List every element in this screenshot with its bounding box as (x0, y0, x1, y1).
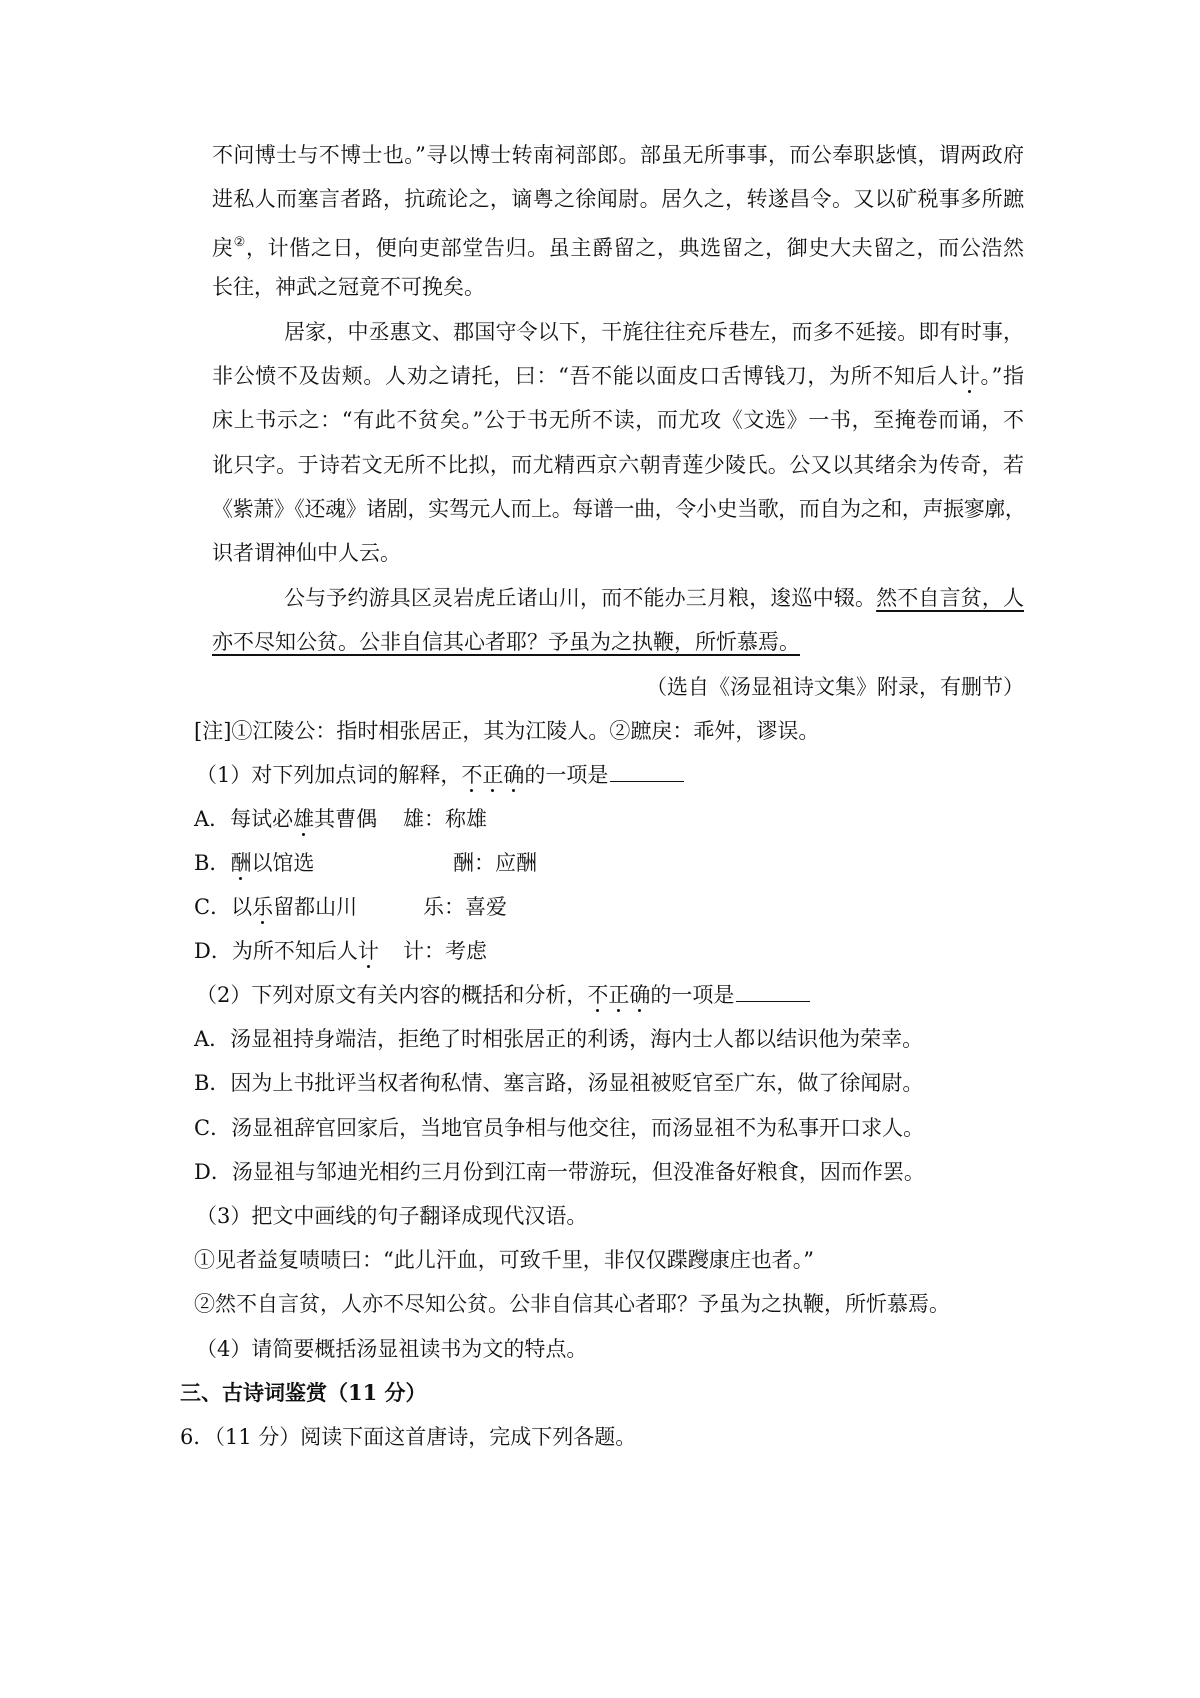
option-c[interactable]: C．汤显祖辞官回家后，当地官员争相与他交往，而汤显祖不为私事开口求人。 (194, 1116, 925, 1140)
dotted-word: 计 (958, 364, 981, 388)
passage-line (212, 627, 800, 657)
passage-line: 讹只字。于诗若文无所不比拟，而尤精西京六朝青莲少陵氏。公又以其绪余为传奇，若 (212, 453, 1024, 477)
source-citation: （选自《汤显祖诗文集》附录，有删节） (646, 675, 1024, 699)
option-d-gloss: 计：考虑 (403, 939, 487, 963)
option-d[interactable]: D．汤显祖与邹迪光相约三月份到江南一带游玩，但没准备好粮食，因而作罢。 (194, 1160, 925, 1184)
option-b-gloss: 酬：应酬 (453, 851, 537, 875)
passage-line: 长往，神武之冠竟不可挽矣。 (212, 275, 485, 299)
option-c[interactable]: C．以乐留都山川 (194, 895, 358, 919)
option-a-gloss: 雄：称雄 (403, 807, 487, 831)
passage-line: 居家，中丞惠文、郡国守令以下，干旄往往充斥巷左，而多不延接。即有时事， (284, 320, 1024, 344)
question-3-stem: （3）把文中画线的句子翻译成现代汉语。 (196, 1204, 588, 1228)
passage-line: 不问博士与不博士也。”寻以博士转南祠部郎。部虽无所事事，而公奉职毖慎，谓两政府 (212, 143, 1024, 167)
passage-line: 《紫萧》《还魂》诸剧，实驾元人而上。每谱一曲，令小史当歌，而自为之和，声振寥廓， (212, 497, 1026, 521)
option-d[interactable]: D．为所不知后人计 (194, 939, 379, 963)
passage-line: 识者谓神仙中人云。 (212, 541, 401, 565)
underlined-sentence: 然不自言贫，人 (876, 586, 1025, 610)
footnote-mark: ② (233, 235, 246, 250)
answer-blank[interactable] (736, 983, 810, 1002)
answer-blank[interactable] (610, 763, 684, 782)
question-6-stem: 6．（11 分）阅读下面这首唐诗，完成下列各题。 (180, 1425, 637, 1449)
translation-item: ②然不自言贫，人亦不尽知公贫。公非自信其心者耶？予虽为之执鞭，所忻慕焉。 (194, 1292, 950, 1316)
passage-line: 进私人而塞言者路，抗疏论之，谪粤之徐闻尉。居久之，转遂昌令。又以矿税事多所蹠 (212, 187, 1024, 211)
passage-line: 床上书示之：“有此不贫矣。”公于书无所不读，而尤攻《文选》一书，至掩卷而诵，不 (212, 408, 1024, 432)
option-c-gloss: 乐：喜爱 (423, 895, 507, 919)
annotation-notes: [注]①江陵公：指时相张居正，其为江陵人。②蹠戾：乖舛，谬误。 (194, 719, 820, 743)
question-4-stem: （4）请简要概括汤显祖读书为文的特点。 (196, 1337, 588, 1361)
question-1-stem: （1）对下列加点词的解释，不正确的一项是 (196, 760, 684, 790)
question-2-stem: （2）下列对原文有关内容的概括和分析，不正确的一项是 (196, 980, 810, 1010)
option-a[interactable]: A．汤显祖持身端洁，拒绝了时相张居正的利诱，海内士人都以结识他为荣幸。 (194, 1027, 924, 1051)
section-title: 三、古诗词鉴赏（11 分） (180, 1380, 427, 1405)
option-b[interactable]: B．酬以馆选 (194, 851, 315, 875)
option-a[interactable]: A．每试必雄其曹偶 (194, 807, 378, 831)
underlined-sentence: 亦不尽知公贫。公非自信其心者耶？予虽为之执鞭，所忻慕焉。 (212, 630, 800, 654)
passage-line: 公与予约游具区灵岩虎丘诸山川，而不能办三月粮，逡巡中辍。然不自言贫，人 (284, 586, 1025, 610)
option-b[interactable]: B．因为上书批评当权者徇私情、塞言路，汤显祖被贬官至广东，做了徐闻尉。 (194, 1071, 924, 1095)
passage-line: 非公愤不及齿颊。人劝之请托，曰：“吾不能以面皮口舌博钱刀，为所不知后人计。”指 (212, 364, 1024, 388)
passage-line: 戾②，计偕之日，便向吏部堂告归。虽主爵留之，典选留之，御史大夫留之，而公浩然 (212, 235, 1025, 260)
translation-item: ①见者益复啧啧曰：“此儿汗血，可致千里，非仅仅蹀躞康庄也者。” (194, 1248, 814, 1272)
